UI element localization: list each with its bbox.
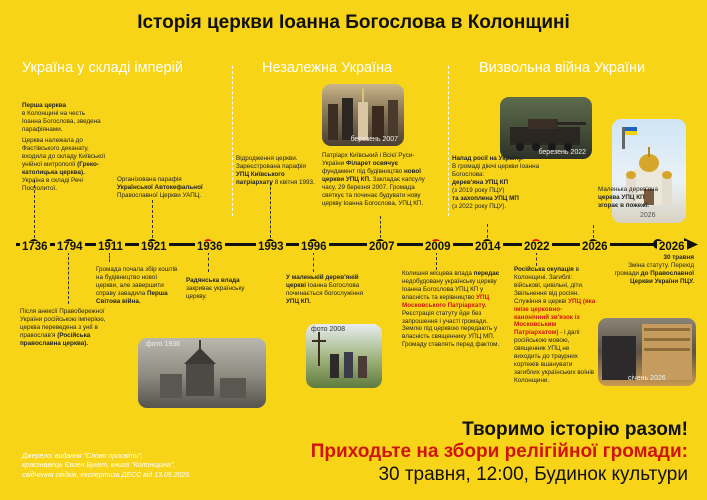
call-to-action (311, 419, 688, 486)
event-1921: Організована парафія Української Автокефальної Православної Церкви УАПЦ. (117, 176, 203, 199)
event-1911: Громада почала збір коштів на будівництво нової церкви, але завершити справу завадила Перша Світова війна. (96, 266, 178, 305)
year-label: 2026 (582, 241, 608, 253)
photo-caption: 2026 (640, 212, 656, 219)
year-label: 1996 (301, 241, 327, 253)
service-photo-icon (306, 324, 382, 388)
connector-line (380, 216, 381, 238)
photo-2007 (322, 84, 404, 146)
old-church-photo-icon (138, 338, 266, 408)
page-title: Історія церкви Іоанна Богослова в Колонщині (137, 12, 570, 33)
year-label: 2007 (369, 241, 395, 253)
year-label: 2014 (475, 241, 501, 253)
connector-line (152, 200, 153, 238)
connector-line (536, 252, 537, 266)
cta-invitation: Приходьте на збори релігійної громади: (310, 441, 688, 463)
year-label: 1921 (141, 241, 167, 253)
event-1996: У маленькій дерев'яній церкві Іоанна Богослова починається богослужіння УПЦ КП. (286, 274, 364, 305)
event-2022: Російська окупація в Колонщині. Загиблі: військові, цивільні, діти. Звільнення від росіян. Служіння в церкві УПЦ (яка імізе церковно-канонічний зв'язок із Московським Патріархатом) - і далі російською мовою, священник УПЦ не виходить до траурних кортежів вшанувати загиблих українських воїнів Колонщини. (514, 266, 596, 384)
photo-2022 (500, 97, 592, 159)
year-label: 1911 (98, 241, 123, 253)
photo-burned-church (598, 318, 696, 386)
connector-line (109, 252, 110, 262)
event-2026-statute: 30 травня Зміна статуту. Перехід громади до Православної Церкви України ПЦУ. (614, 254, 694, 285)
era-war: Визвольна війна України (479, 60, 646, 76)
year-label: 2009 (425, 241, 451, 253)
event-2026: Маленька дерев'яна церква УПЦ КП згорає в пожежі. (598, 186, 659, 209)
connector-line (208, 252, 209, 272)
photo-caption: фото 1936 (146, 341, 181, 348)
photo-caption: фото 2008 (311, 326, 346, 333)
cta-date-place: 30 травня, 12:00, Будинок культури (378, 463, 688, 485)
event-1794: Церква належала до Фастівського деканату, входила до складу Київської унійної митрополії (Греко-католицька церква). Україна в складі Речі Посполитої. (22, 137, 106, 192)
year-label: 1993 (258, 241, 284, 253)
source-line: Джерело: видання "Слово просвіти", (22, 453, 143, 460)
photo-2008 (306, 324, 382, 388)
event-2007: Патріарх Київський і Всієї Руси-України Філарет освячує фундамент під будівництво нової церкви УПЦ КП. Закладає капсулу часу, 29 березня 2007. Громада святкує та починає будувати нову церкву Іоанна Богослова, УПЦ КП. (322, 152, 425, 207)
source-line: свідчення свідків, експертиза ДЕСС від 13.05.2026. (22, 471, 192, 479)
source-note (22, 452, 262, 480)
event-2009: Колишня місцева влада передає недобудовану українську церкву Іоанна Богослова УПЦ КП у власність та керівництво УПЦ Московського Патріархату. Реєстрація статуту йде без запрошення і участі громади. Землю під церквою передають у власність священнику УПЦ МП. Громаду ставлять перед фактом. (402, 270, 500, 349)
connector-line (270, 182, 271, 238)
year-label: 1794 (57, 241, 83, 253)
year-label: 2022 (524, 241, 550, 253)
era-independent: Незалежна Україна (262, 60, 393, 76)
year-label: 1736 (22, 241, 48, 253)
era-divider (448, 66, 449, 216)
event-2014: Напад росії на Україну. В громаді діючі церкви Іоанна Богослова: дерев'яна УПЦ КП (з 2019 року ПЦУ) та захоплена УПЦ МП (з 2022 року ПЦУ). (452, 155, 540, 210)
photo-1936 (138, 338, 266, 408)
era-empire: Україна у складі імперій (22, 60, 183, 76)
source-line: краєзнавець Євген Букет, книга "Колонщина", (22, 462, 176, 470)
year-label: 1936 (197, 241, 223, 253)
era-divider (232, 66, 233, 216)
connector-line (593, 225, 594, 238)
connector-line (487, 224, 488, 238)
year-label: 2026 (659, 241, 685, 253)
cta-headline: Творимо історію разом! (462, 419, 688, 440)
photo-caption: березень 2007 (350, 136, 398, 143)
connector-line (436, 252, 437, 270)
event-1736: Перша церква в Колонщині на честь Іоанна Богослова, зведена парафіянами. (22, 102, 101, 133)
event-1993: Відродження церкви. Зареєстрована парафія УПЦ Київського патріархату 8 квітня 1993. (236, 155, 315, 186)
photo-caption: січень 2026 (628, 375, 666, 382)
event-1936: Радянська влада закриває українську церкву. (186, 277, 245, 300)
photo-caption: березень 2022 (538, 149, 586, 156)
connector-line (68, 252, 69, 304)
event-1736-annexation: Після анексії Правобережної України російською імперією, церква переведена з унії в православ'я (Російська православна церква). (20, 308, 106, 347)
connector-line (313, 252, 314, 272)
